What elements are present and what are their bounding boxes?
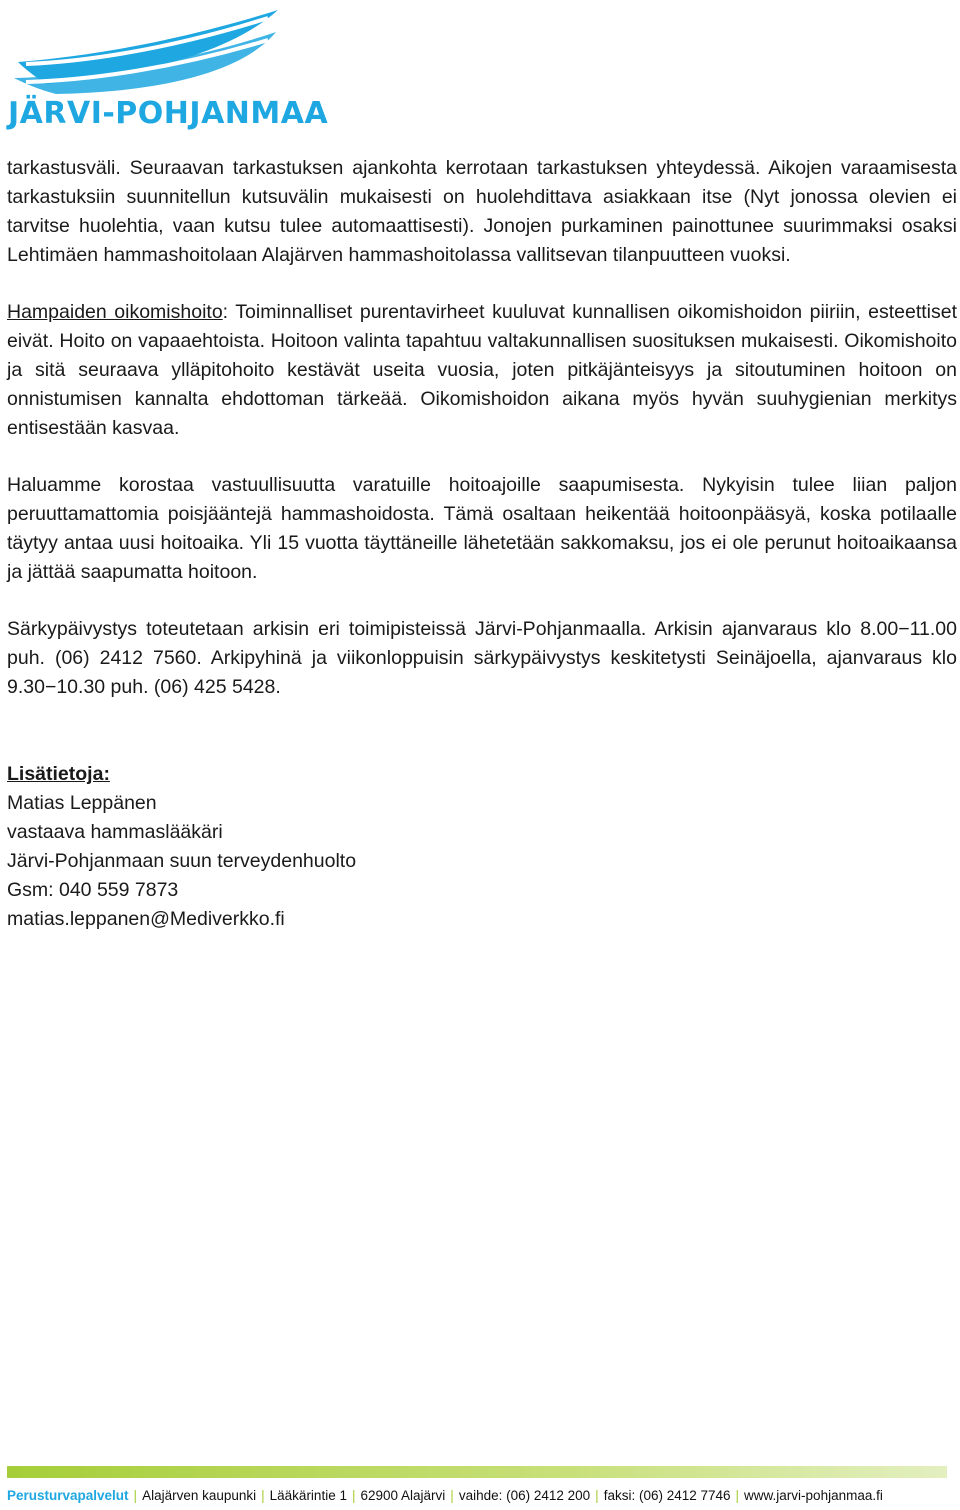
footer: Perusturvapalvelut | Alajärven kaupunki | Lääkärintie 1 | 62900 Alajärvi | vaihde: (06) 2412 200 | faksi: (06) 2412 7746 | www.jarvi-pohjanmaa.fi bbox=[7, 1488, 883, 1503]
logo bbox=[6, 4, 329, 131]
footer-fax: faksi: (06) 2412 7746 bbox=[603, 1488, 731, 1503]
contact-name: Matias Leppänen bbox=[7, 792, 157, 814]
paragraph-appointments: Haluamme korostaa vastuullisuutta varatuille hoitoajoille saapumisesta. Nykyisin tulee liian paljon peruuttamattomia poisjääntejä hammashoidosta. Tämä osaltaan heikentää hoitoonpääsyä, koska potilaalle täytyy antaa uusi hoitoaika. Yli 15 vuotta täyttäneille lähetetään sakkomaksu, jos ei ole perunut hoitoaikaansa ja jättää saapumatta hoitoon. bbox=[7, 474, 957, 583]
orthodontics-heading: Hampaiden oikomishoito bbox=[7, 301, 223, 323]
footer-brand: Perusturvapalvelut bbox=[7, 1488, 129, 1503]
contact-block bbox=[7, 760, 957, 934]
footer-postal: 62900 Alajärvi bbox=[360, 1488, 446, 1503]
footer-city: Alajärven kaupunki bbox=[142, 1488, 257, 1503]
footer-street: Lääkärintie 1 bbox=[269, 1488, 347, 1503]
waves-icon bbox=[6, 4, 286, 96]
paragraph-emergency: Särkypäivystys toteutetaan arkisin eri toimipisteissä Järvi-Pohjanmaalla. Arkisin ajanvaraus klo 8.00−11.00 puh. (06) 2412 7560. Arkipyhinä ja viikonloppuisin särkypäivystys keskitetysti Seinäjoella, ajanvaraus klo 9.30−10.30 puh. (06) 425 5428. bbox=[7, 618, 957, 698]
footer-phone: vaihde: (06) 2412 200 bbox=[458, 1488, 591, 1503]
footer-divider bbox=[7, 1466, 947, 1478]
paragraph-checkup: tarkastusväli. Seuraavan tarkastuksen ajankohta kerrotaan tarkastuksen yhteydessä. Aikojen varaamisesta tarkastuksiin suunnitellun kutsuvälin mukaisesti on huolehdittava asiakkaan itse (Nyt jonossa olevien ei tarvitse huolehtia, vaan kutsu tulee automaattisesti). Jonojen purkaminen painottunee suurimmaksi osaksi Lehtimäen hammashoitolaan Alajärven hammashoitolassa vallitsevan tilanpuutteen vuoksi. bbox=[7, 157, 957, 266]
orthodontics-body: : Toiminnalliset purentavirheet kuuluvat kunnallisen oikomishoidon piiriin, esteettiset eivät. Hoito on vapaaehtoista. Hoitoon valinta tapahtuu valtakunnallisen suosituksen mukaisesti. Oikomishoito ja sitä seuraava ylläpitohoito kestävät useita vuosia, joten pitkäjänteisyys ja sitoutuminen hoitoon on onnistumisen kannalta ehdottoman tärkeää. Oikomishoidon aikana myös hyvän suuhygienian merkitys entisestään kasvaa. bbox=[7, 301, 957, 439]
document-body bbox=[7, 154, 957, 934]
contact-role: vastaava hammaslääkäri bbox=[7, 821, 223, 843]
contact-org: Järvi-Pohjanmaan suun terveydenhuolto bbox=[7, 850, 357, 872]
footer-web-link[interactable]: www.jarvi-pohjanmaa.fi bbox=[744, 1488, 883, 1503]
logo-text: JÄRVI-POHJANMAA bbox=[8, 96, 329, 131]
contact-email[interactable]: matias.leppanen@Mediverkko.fi bbox=[7, 908, 285, 930]
contact-phone: Gsm: 040 559 7873 bbox=[7, 879, 179, 901]
contact-title: Lisätietoja: bbox=[7, 763, 110, 785]
paragraph-orthodontics bbox=[7, 298, 957, 443]
